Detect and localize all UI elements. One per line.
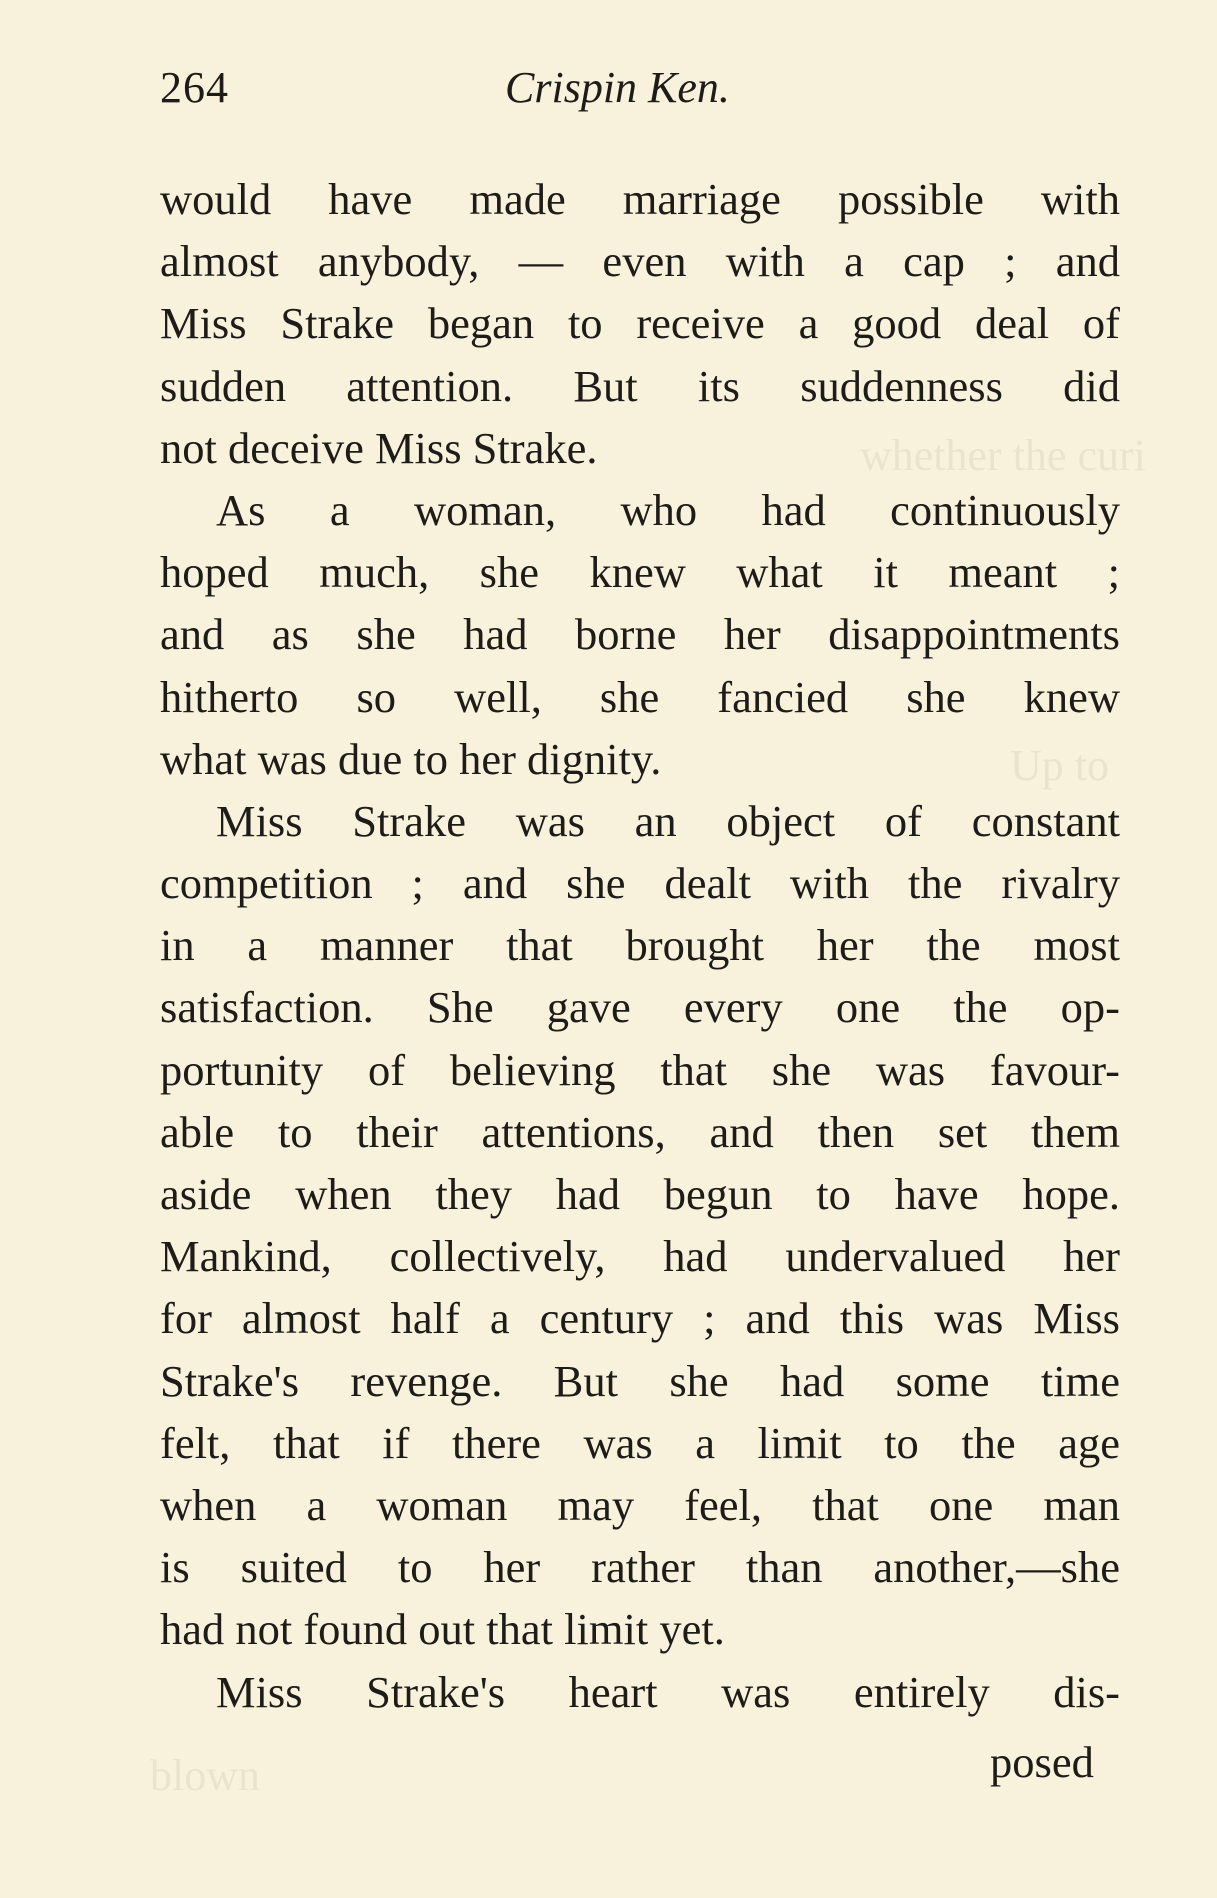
- text-line: aside when they had begun to have hope.: [160, 1169, 1120, 1219]
- show-through-text-2: Up to: [1010, 741, 1109, 790]
- text-line: almost anybody, — even with a cap ; and: [160, 236, 1120, 287]
- text-line: satisfaction. She gave every one the op-: [160, 982, 1120, 1033]
- text-line: felt, that if there was a limit to the age: [160, 1417, 1120, 1468]
- text-line: portunity of believing that she was favour-: [160, 1044, 1120, 1095]
- show-through-text-3: blown: [150, 1751, 260, 1800]
- body-text: [160, 168, 1120, 1723]
- text-line: when a woman may feel, that one man: [160, 1479, 1120, 1530]
- text-line: Miss Strake began to receive a good deal of: [160, 298, 1120, 349]
- paragraph-first-line: Miss Strake's heart was entirely dis-: [216, 1666, 1120, 1717]
- catchword: posed: [990, 1737, 1094, 1787]
- paragraph-first-line: As a woman, who had continuously: [216, 484, 1120, 535]
- text-line: hoped much, she knew what it meant ;: [160, 547, 1120, 598]
- text-line: and as she had borne her disappointments: [160, 609, 1120, 660]
- show-through-text: whether the curi: [860, 431, 1146, 480]
- text-line: in a manner that brought her the most: [160, 920, 1120, 971]
- text-line: Strake's revenge. But she had some time: [160, 1355, 1120, 1406]
- text-line: Mankind, collectively, had undervalued her: [160, 1231, 1120, 1282]
- text-line: is suited to her rather than another,—she: [160, 1542, 1120, 1593]
- page-number: 264: [160, 63, 229, 112]
- running-head: [160, 62, 1120, 122]
- text-line: sudden attention. But its suddenness did: [160, 360, 1120, 411]
- text-line: had not found out that limit yet.: [160, 1604, 725, 1655]
- running-title: Crispin Ken.: [505, 63, 730, 112]
- text-line: for almost half a century ; and this was Miss: [160, 1293, 1120, 1344]
- text-line: not deceive Miss Strake.: [160, 422, 598, 473]
- text-line: what was due to her dignity.: [160, 733, 662, 784]
- text-line: would have made marriage possible with: [160, 174, 1120, 224]
- text-line: competition ; and she dealt with the rivalry: [160, 858, 1120, 909]
- paragraph-first-line: Miss Strake was an object of constant: [216, 795, 1120, 846]
- text-line: hitherto so well, she fancied she knew: [160, 671, 1120, 722]
- text-line: able to their attentions, and then set them: [160, 1106, 1120, 1157]
